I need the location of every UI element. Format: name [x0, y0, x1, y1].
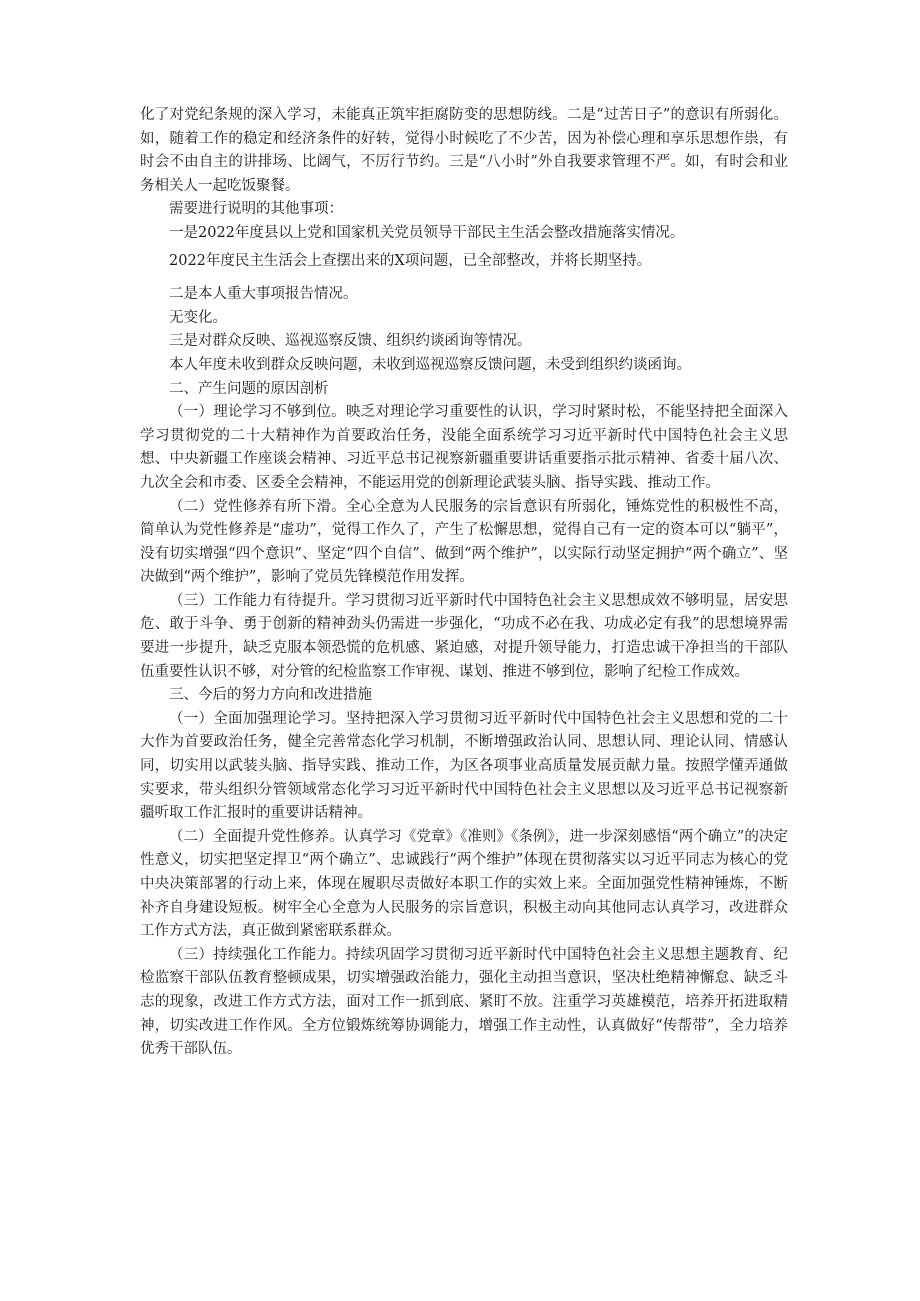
paragraph-item-three-detail: 本人年度未收到群众反映问题，未收到巡视巡察反馈问题，未受到组织约谈函询。 — [169, 356, 691, 373]
paragraph-item-two: 二是本人重大事项报告情况。 — [169, 286, 358, 303]
section-heading-measures: 三、今后的努力方向和改进措施 — [169, 687, 372, 704]
paragraph-cause-one: （一）理论学习不够到位。映乏对理论学习重要性的认识，学习时紧时松，不能坚持把全面深入学习贯彻党的二十大精神作为首要政治任务，没能全面系统学习习近平新时代中国特色社会主义思想、中央新疆工作座谈会精神、习近平总书记视察新疆重要讲话重要指示批示精神、省委十届八次、九次全会和市委、区委全会精神，不能运用党的创新理论武装头脑、指导实践、推动工作。 — [140, 404, 788, 491]
paragraph-item-two-detail: 无变化。 — [169, 309, 227, 326]
paragraph-cause-three: （三）工作能力有待提升。学习贯彻习近平新时代中国特色社会主义思想成效不够明显，居安思危、敢于斗争、勇于创新的精神劲头仍需进一步强化，“功成不必在我、功成必定有我”的思想境界需要进一步提升，缺乏克服本领恐慌的危机感、紧迫感，对提升领导能力，打造忠诚干净担当的干部队伍重要性认识不够，对分管的纪检监察工作审视、谋划、推进不够到位，影响了纪检工作成效。 — [140, 592, 788, 680]
paragraph-item-one-detail: 2022年度民主生活会上查摆出来的X项问题，已全部整改，并将长期坚持。 — [169, 252, 652, 269]
paragraph-measure-two: （二）全面提升党性修养。认真学习《党章》《准则》《条例》，进一步深刻感悟“两个确立”的决定性意义，切实把坚定捍卫“两个确立”、忠诚践行“两个维护”体现在贯彻落实以习近平同志为核心的党中央决策部署的行动上来，体现在履职尽责做好本职工作的实效上来。全面加强党性精神锤炼，不断补齐自身建设短板。树牢全心全意为人民服务的宗旨意识，积极主动向其他同志认真学习，改进群众工作方式方法，真正做到紧密联系群众。 — [140, 828, 788, 940]
document-body — [140, 104, 788, 1062]
section-heading-causes: 二、产生问题的原因剖析 — [169, 380, 329, 397]
paragraph-continuation: 化了对党纪条规的深入学习，未能真正筑牢拒腐防变的思想防线。二是“过苦日子”的意识有所弱化。如，随着工作的稳定和经济条件的好转，觉得小时候吃了不少苦，因为补偿心理和享乐思想作祟，有时会不由自主的讲排场、比阔气，不厉行节约。三是“八小时”外自我要求管理不严。如，有时会和业务相关人一起吃饭聚餐。 — [140, 107, 788, 194]
paragraph-cause-two: （二）党性修养有所下滑。全心全意为人民服务的宗旨意识有所弱化，锤炼党性的积极性不高，简单认为党性修养是“虚功”，觉得工作久了，产生了松懈思想，觉得自己有一定的资本可以“躺平”，没有切实增强“四个意识”、坚定“四个自信”、做到“两个维护”，以实际行动坚定拥护“两个确立”、坚决做到“两个维护”，影响了党员先锋模范作用发挥。 — [140, 498, 788, 586]
paragraph-other-matters-heading: 需要进行说明的其他事项： — [169, 201, 343, 218]
paragraph-item-three: 三是对群众反映、巡视巡察反馈、组织约谈函询等情况。 — [169, 333, 532, 350]
paragraph-measure-three: （三）持续强化工作能力。持续巩固学习贯彻习近平新时代中国特色社会主义思想主题教育、纪检监察干部队伍教育整顿成果，切实增强政治能力，强化主动担当意识，坚决杜绝精神懈怠、缺乏斗志的现象，改进工作方式方法，面对工作一抓到底、紧盯不放。注重学习英雄模范，培养开拓进取精神，切实改进工作作风。全方位锻炼统筹协调能力，增强工作主动性，认真做好“传帮带”，全力培养优秀干部队伍。 — [140, 946, 788, 1058]
paragraph-measure-one: （一）全面加强理论学习。坚持把深入学习贯彻习近平新时代中国特色社会主义思想和党的二十大作为首要政治任务，健全完善常态化学习机制，不断增强政治认同、思想认同、理论认同、情感认同，切实用以武装头脑、指导实践、推动工作，为区各项事业高质量发展贡献力量。按照学懂弄通做实要求，带头组织分管领域常态化学习习近平新时代中国特色社会主义思想以及习近平总书记视察新疆听取工作汇报时的重要讲话精神。 — [140, 710, 788, 822]
paragraph-item-one: 一是2022年度县以上党和国家机关党员领导干部民主生活会整改措施落实情况。 — [169, 224, 685, 241]
